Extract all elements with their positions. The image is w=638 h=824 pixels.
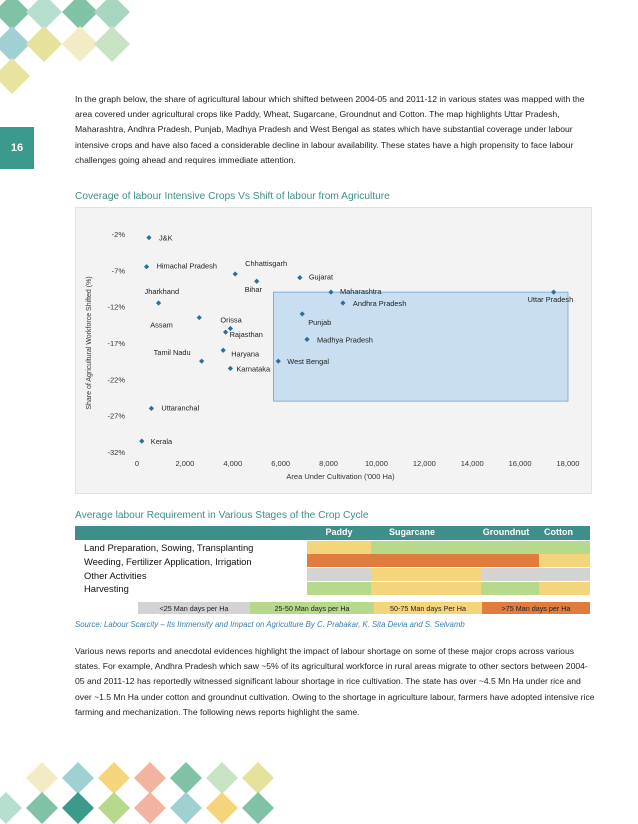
x-tick-label: 4,000: [223, 459, 243, 468]
cell-harvest-paddy: [307, 582, 371, 595]
intro-paragraph: In the graph below, the share of agricultural labour which shifted between 2004-05 and 2011-12 in various states was mapped with the area covered under agricultural crops like Paddy, Wheat, Sugarcane, Groundnut and Cotton. The map highlights Uttar Pradesh, Maharashtra, Andhra Pradesh, Punjab, Madhya Pradesh and West Bengal as states which have substantial coverage under labour intensive crops and have also faced a considerable decline in labour availability. These states have a high propensity to face labour challenges going ahead and requires immediate attention.: [75, 94, 585, 165]
x-tick-label: 14,000: [460, 459, 484, 468]
highlight-region: [273, 292, 568, 401]
y-tick-label: -27%: [107, 411, 125, 421]
crop-header-paddy: Paddy: [325, 527, 353, 537]
stage-other-activities: Other Activities: [84, 570, 147, 581]
data-point: [254, 279, 259, 284]
data-point: [156, 300, 161, 305]
cell-harvest-cotton: [539, 582, 590, 595]
legend-lt25: <25 Man days per Ha: [138, 602, 250, 614]
data-point-label: Uttar Pradesh: [527, 295, 574, 305]
crop-header-groundnut: Groundnut: [482, 527, 530, 537]
closing-paragraph: Various news reports and anecdotal evidences highlight the impact of labour shortage on some of these major crops across various states. For example, Andhra Pradesh which saw ~5% of its agricultural workforce in rural areas migrate to other sectors between 2004-05 and 2011-12 has reportedly witnessed significant labour shortage in rice cultivation. The state has over ~4.5 Mn Ha under rice and over ~1.5 Mn Ha under cotton and groundnut cultivation. Owing to the shortage in agriculture labour, farmers have adopted intensive rice farming and mechanization. The following news reports highlight the same.: [75, 646, 595, 717]
legend-25-50: 25-50 Man days per Ha: [250, 602, 374, 614]
data-point: [297, 275, 302, 280]
data-point: [228, 366, 233, 371]
data-point-label: Chhattisgarh: [245, 258, 288, 268]
data-point-label: J&K: [158, 233, 173, 243]
data-point-label: Tamil Nadu: [153, 348, 191, 358]
scatter-chart: [75, 207, 592, 494]
data-point: [197, 315, 202, 320]
cell-weeding-cotton: [539, 554, 590, 567]
page-number: 16: [0, 127, 34, 169]
data-point: [146, 235, 151, 240]
data-point-label: Himachal Pradesh: [156, 261, 217, 271]
y-axis-label: Share of Agricultural Workforce Shifted (%): [86, 276, 93, 410]
data-point-label: Madhya Pradesh: [317, 335, 373, 345]
data-point: [144, 264, 149, 269]
cell-harvest-groundnut: [481, 582, 539, 595]
stage-weeding: Weeding, Fertilizer Application, Irrigation: [84, 556, 252, 567]
cell-harvest-sugarcane: [371, 582, 481, 595]
data-point-label: Assam: [150, 320, 173, 330]
y-tick-label: -2%: [111, 230, 125, 239]
data-point-label: Gujarat: [308, 272, 334, 282]
y-tick-label: -32%: [107, 448, 125, 457]
data-point-label: Jharkhand: [144, 287, 180, 297]
decorative-pattern-top: [0, 0, 140, 95]
cell-other-paddy: [307, 568, 371, 581]
x-tick-label: 16,000: [508, 459, 532, 468]
x-tick-label: 12,000: [412, 459, 436, 468]
data-point-label: Kerala: [150, 437, 173, 447]
data-point-label: West Bengal: [287, 357, 330, 367]
cell-land-others: [371, 541, 590, 554]
scatter-chart-svg: [76, 208, 591, 493]
table-section-title: Average labour Requirement in Various Stages of the Crop Cycle: [75, 510, 369, 521]
crop-header-cotton: Cotton: [544, 527, 573, 537]
x-tick-label: 6,000: [271, 459, 291, 468]
cell-weeding-main: [307, 554, 539, 567]
source-citation: Source: Labour Scarcity – Its Immensity and Impact on Agriculture By C. Prabakar, K. Sita Devia and S. Selvamb: [75, 620, 465, 629]
data-point: [199, 359, 204, 364]
stage-land-preparation: Land Preparation, Sowing, Transplanting: [84, 542, 254, 553]
data-point-label: Karnataka: [236, 364, 271, 374]
y-tick-label: -12%: [107, 302, 125, 312]
x-tick-label: 0: [134, 459, 140, 468]
data-point-label: Orissa: [220, 315, 242, 325]
data-point-label: Maharashtra: [339, 287, 382, 297]
data-point: [149, 406, 154, 411]
legend-gt75: >75 Man days per Ha: [482, 602, 590, 614]
data-point: [221, 348, 226, 353]
y-tick-label: -7%: [111, 266, 125, 276]
data-point-label: Andhra Pradesh: [352, 299, 407, 309]
decorative-pattern-bottom: [0, 762, 280, 824]
crop-cycle-table: [75, 526, 590, 596]
x-tick-label: 10,000: [364, 459, 388, 468]
data-point: [223, 330, 228, 335]
x-tick-label: 8,000: [319, 459, 338, 468]
y-tick-label: -17%: [107, 339, 125, 348]
legend-50-75: 50-75 Man days Per Ha: [374, 602, 482, 614]
data-point: [139, 439, 144, 444]
data-point-label: Uttaranchal: [161, 403, 200, 413]
data-point-label: Rajasthan: [229, 330, 263, 340]
cell-land-paddy: [307, 541, 371, 554]
data-point-label: Bihar: [244, 285, 262, 295]
cell-other-sugarcane: [371, 568, 481, 581]
y-tick-label: -22%: [107, 375, 125, 385]
crop-header-sugarcane: Sugarcane: [388, 527, 436, 537]
x-tick-label: 2,000: [175, 459, 195, 468]
cell-other-rest: [481, 568, 590, 581]
x-tick-label: 18,000: [556, 459, 580, 468]
x-axis-label: Area Under Cultivation ('000 Ha): [286, 472, 395, 481]
data-point-label: Punjab: [308, 317, 332, 327]
data-point-label: Haryana: [231, 349, 260, 359]
data-point: [233, 271, 238, 276]
stage-harvesting: Harvesting: [84, 583, 129, 594]
chart-section-title: Coverage of labour Intensive Crops Vs Shift of labour from Agriculture: [75, 191, 390, 202]
